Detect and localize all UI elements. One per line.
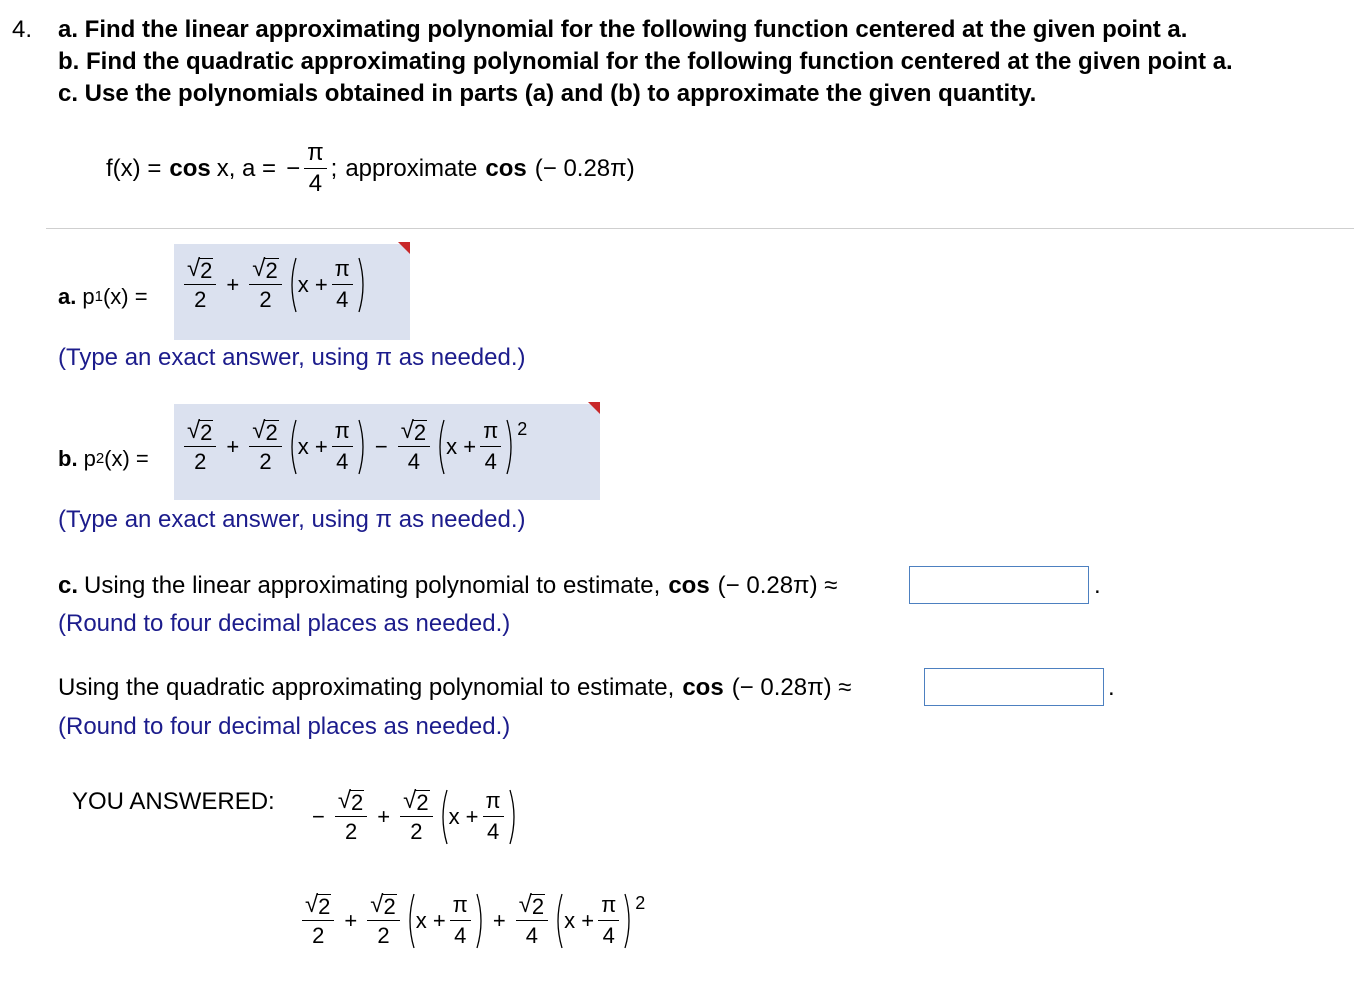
four-denominator: 4 (308, 170, 323, 197)
previous-answer-1: − √ 2 2 + √ 2 2 x + $\frac{\pi}{4}$ (306, 786, 520, 847)
sqrt-icon: √ 2 (337, 787, 364, 815)
instruction-b-text: b. Find the quadratic approximating polynomial for the following function centered at the given point a. (58, 48, 1233, 75)
sqrt-icon: √ 2 (187, 255, 213, 283)
left-paren-icon (552, 892, 564, 950)
answer-a-field[interactable] (174, 244, 410, 340)
sqrt-icon: √ 2 (403, 787, 429, 815)
pi-over-four (304, 138, 327, 199)
instruction-a-text: a. Find the linear approximating polynomial for the following function centered at the given point a. (58, 16, 1188, 43)
answer-b-expression: √ 2 2 + √ 2 2 x + $\frac{\pi}{4}$ − √ 2 4 x + $\frac{\pi}{4}$ $^2$ (180, 416, 527, 477)
exponent: 2 (635, 893, 646, 913)
exponent: 2 (517, 419, 528, 439)
sqrt-icon: √ 2 (252, 255, 278, 283)
right-paren-icon (357, 256, 369, 314)
right-paren-icon (508, 788, 520, 846)
instruction-c (58, 80, 1036, 108)
divider (46, 228, 1354, 229)
linear-estimate-input[interactable] (909, 566, 1089, 604)
answer-b-field[interactable] (174, 404, 600, 500)
sqrt-icon: √ 2 (370, 891, 396, 919)
left-paren-icon (286, 256, 298, 314)
answer-b-label: b. p 2 (x) = (58, 446, 149, 471)
semicolon: ; (330, 154, 338, 182)
flag-icon (398, 242, 410, 254)
sqrt-icon: √ 2 (305, 891, 331, 919)
f-prefix: f(x) = (106, 154, 162, 182)
left-paren-icon (286, 418, 298, 476)
answer-b-hint: (Type an exact answer, using π as needed.) (58, 506, 526, 533)
problem-number: 4. (12, 16, 33, 43)
previous-answer-2: √ 2 2 + √ 2 2 x + $\frac{\pi}{4}$ + √ 2 4 x + $\frac{\pi}{4}$ $^2$ (298, 890, 645, 951)
answer-c2-hint: (Round to four decimal places as needed.) (58, 713, 511, 740)
answer-c1-hint: (Round to four decimal places as needed.) (58, 610, 511, 637)
x-and-a: x, a = (216, 154, 277, 182)
left-paren-icon (437, 788, 449, 846)
answer-c1-prompt: c. Using the linear approximating polynomial to estimate, cos (− 0.28π) ≈ (58, 572, 838, 599)
sqrt-icon: √ 2 (400, 417, 427, 445)
right-paren-icon (357, 418, 369, 476)
flag-icon (588, 402, 600, 414)
period: . (1108, 674, 1115, 701)
sqrt-icon: √ 2 (252, 417, 278, 445)
right-paren-icon (475, 892, 487, 950)
approximate-text: approximate (345, 154, 478, 182)
answer-a-hint: (Type an exact answer, using π as needed.) (58, 344, 526, 371)
right-paren-icon (505, 418, 517, 476)
cos-keyword-2: cos (485, 154, 527, 182)
answer-a-expression: √ 2 2 + √ 2 2 x + $\frac{\pi}{4}$ (180, 254, 369, 315)
answer-a-label: a. p 1 (x) = (58, 284, 148, 309)
pi-numerator: π (307, 139, 324, 166)
left-paren-icon (404, 892, 416, 950)
quadratic-estimate-input[interactable] (924, 668, 1104, 706)
you-answered-label: YOU ANSWERED: (72, 788, 275, 815)
approx-value: (− 0.28π) (534, 154, 635, 182)
left-paren-icon (434, 418, 446, 476)
answer-c2-prompt: Using the quadratic approximating polynomial to estimate, cos (− 0.28π) ≈ (58, 674, 852, 701)
instruction-a (58, 16, 1187, 44)
minus-sign: − (286, 154, 301, 182)
period: . (1094, 572, 1101, 599)
given-function (106, 138, 635, 199)
sqrt-icon: √ 2 (518, 891, 545, 919)
instruction-c-text: c. Use the polynomials obtained in parts (a) and (b) to approximate the given quantity. (58, 80, 1037, 107)
right-paren-icon (623, 892, 635, 950)
cos-keyword: cos (169, 154, 211, 182)
instruction-b (58, 48, 1233, 76)
sqrt-icon: √ 2 (187, 417, 213, 445)
